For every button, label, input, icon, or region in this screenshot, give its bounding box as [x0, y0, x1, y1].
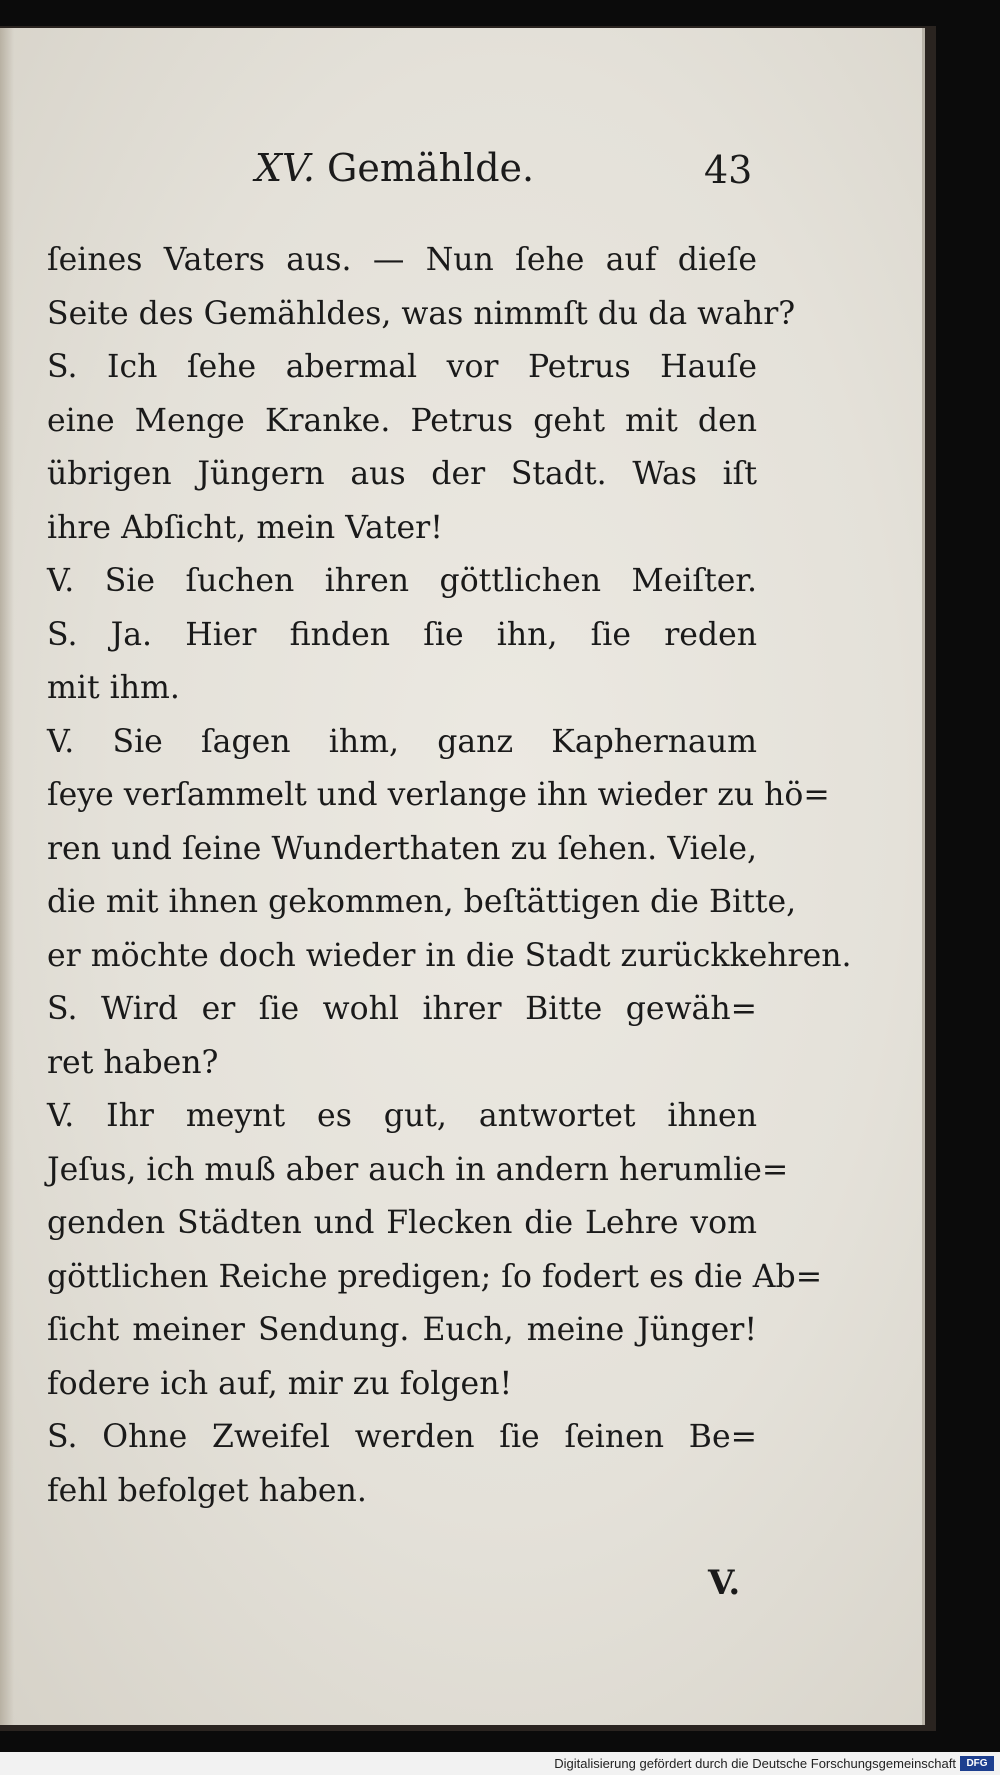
text-line: fehl befolget haben.	[47, 1472, 367, 1509]
text-line: V. Sie ſuchen ihren göttlichen Meiſter.	[47, 563, 757, 599]
text-line: fodere ich auf, mir zu folgen!	[47, 1365, 513, 1402]
text-line: V. Sie ſagen ihm, ganz Kaphernaum	[47, 723, 757, 760]
book-page	[0, 28, 925, 1725]
text-line: ren und ſeine Wunderthaten zu ſehen. Viele,	[47, 830, 757, 867]
running-head	[255, 146, 534, 190]
page-header	[0, 146, 925, 206]
text-line: Seite des Gemähldes, was nimmſt du da wahr?	[47, 295, 796, 332]
text-line: V. Ihr meynt es gut, antwortet ihnen	[47, 1098, 757, 1134]
text-line: ſeye verſammelt und verlange ihn wieder zu hö=	[47, 777, 830, 813]
text-line: S. Ohne Zweifel werden ſie ſeinen Be=	[47, 1419, 757, 1455]
text-line: übrigen Jüngern aus der Stadt. Was iſt	[47, 456, 757, 492]
text-line: S. Wird er ſie wohl ihrer Bitte gewäh=	[47, 991, 757, 1027]
body-text	[47, 234, 852, 1518]
text-line: er möchte doch wieder in die Stadt zurückkehren.	[47, 937, 852, 974]
text-line: ſeines Vaters aus. — Nun ſehe auf dieſe	[47, 242, 757, 278]
text-line: ret haben?	[47, 1044, 219, 1081]
text-line: mit ihm.	[47, 670, 180, 706]
dfg-logo: DFG	[960, 1756, 994, 1771]
text-line: göttlichen Reiche predigen; ſo fodert es die Ab=	[47, 1258, 823, 1295]
text-line: die mit ihnen gekommen, beſtättigen die Bitte,	[47, 884, 797, 920]
text-line: S. Ja. Hier finden ſie ihn, ſie reden	[47, 616, 757, 653]
running-head-title: Gemählde.	[327, 146, 535, 190]
text-line: eine Menge Kranke. Petrus geht mit den	[47, 402, 757, 439]
text-line: S. Ich ſehe abermal vor Petrus Hauſe	[47, 349, 757, 385]
digitization-footer	[0, 1752, 1000, 1775]
text-line: Jeſus, ich muß aber auch in andern herumlie=	[47, 1151, 789, 1188]
text-line: ſicht meiner Sendung. Euch, meine Jünger!	[47, 1312, 757, 1348]
running-head-chapter: XV.	[255, 146, 315, 190]
text-line: ihre Abſicht, mein Vater!	[47, 509, 443, 546]
text-line: genden Städten und Flecken die Lehre vom	[47, 1205, 757, 1241]
page-number: 43	[704, 148, 753, 192]
funding-credit: Digitalisierung gefördert durch die Deutsche Forschungsgemeinschaft	[554, 1756, 956, 1771]
catchword: V.	[708, 1563, 741, 1603]
